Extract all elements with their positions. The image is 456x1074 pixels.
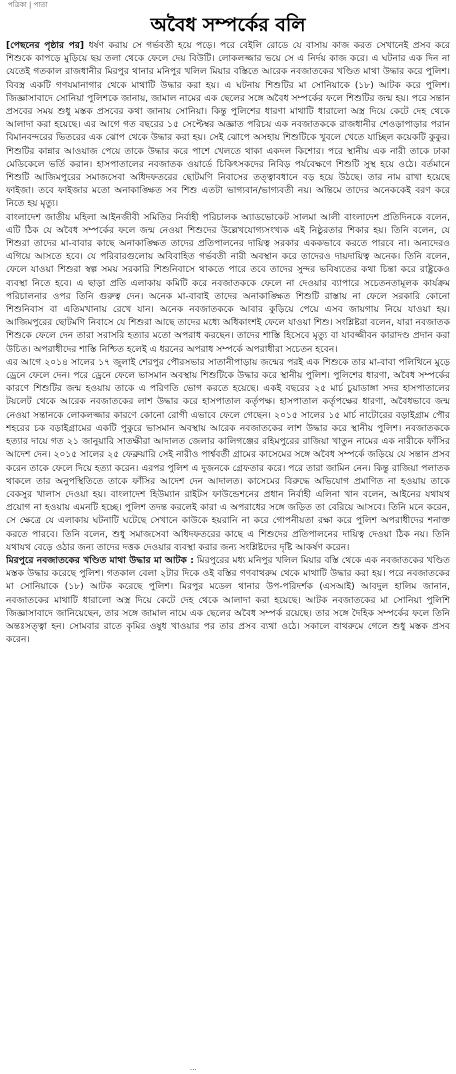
paragraph-text: এর আগে ২০১৪ সালের ১৭ জুলাই শেরপুর পৌরসভার সাতানীপাড়ায় জন্মের পরই এক শিশুকে তার মা-বাবা পলিথিনে মুড়ে ড্রেনে ফেলে দেন। পরে ড্রেনে ফেলে ভাসমান অবস্থায় শিশুটিকে উদ্ধার করে স্থানীয় পুলিশ। পুলিশের ধারণা, অবৈধ সম্পর্কের কারণে শিশুটির জন্ম হওয়ায় তাকে এ পরিণতি ভোগ করতে হয়েছে। একই বছরের ২৫ মার্চ চুয়াডাঙ্গা সদর হাসপাতালের টয়লেট থেকে আরেক নবজাতকের লাশ উদ্ধার করে হাসপাতাল কর্তৃপক্ষ। হাসপাতাল কর্তৃপক্ষের ধারণা, অবৈধভাবে জন্ম নেওয়া সন্তানকে লোকলজ্জার কারণে কোনো রোগী এভাবে ফেলে গেছেন। ২০১৫ সালের ১৫ মার্চ নাটোরের বড়াইগ্রাম পৌর শহরের চক বড়াইগ্রামের একটি পুকুরে ভাসমান অবস্থায় আরেক নবজাতকের লাশ উদ্ধার করে স্থানীয় পুলিশ। নবজাতককে হত্যার দায়ে গত ২১ জানুয়ারি সাতক্ষীরা আদালত জেলার কালিগঞ্জের রহিমপুরের রাজিয়া খাতুন নামের এক নারীকে ফাঁসির আদেশ দেন। ২০১৫ সালের ২৫ ফেব্রুয়ারি সেই নারীও পার্শ্ববর্তী গ্রামের কাসেমের সঙ্গে অবৈধ সম্পর্কে জড়িয়ে যে সন্তান প্রসব করেন তাকে ফেলে দিয়ে হত্যা করেন। এরপর পুলিশ এ দুজনকে গ্রেফতার করে। পরে তারা জামিন নেন। কিন্তু রাজিয়া পলাতক থাকলে তার অনুপস্থিতিতে তাকে ফাঁসির আদেশ দেন আদালত। কাসেমের বিরুদ্ধে অভিযোগ প্রমাণিত না হওয়ায় তাকে বেকসুর খালাস দেওয়া হয়। বাংলাদেশ হিউম্যান রাইটস ফাউন্ডেশনের প্রধান নির্বাহী এলিনা খান বলেন, আইনের যথাযথ প্রয়োগ না হওয়ায় এমনটি হচ্ছে। পুলিশ তদন্ত করলেই কারা এ অপরাধের সঙ্গে জড়িত তা বেরিয়ে আসবে। তিনি মনে করেন, সে ক্ষেত্রে যে এলাকায় ঘটনাটি ঘটেছে সেখানে কাউকে হয়রানি না করে গোপনীয়তা রক্ষা করে পুলিশ অপরাধীদের শনাক্ত করতে পারবে। তিনি বলেন, শুধু সমাজসেবা অধিদফতরের কাছে এ শিশুদের প্রতিপালনের দায়িত্ব দেওয়া ঠিক নয়। তিনি যথাযথ বেড়ে ওঠার জন্য তাদের দত্তক দেওয়ার ব্যবস্থা করার জন্য সংশ্লিষ্টদের দৃষ্টি আকর্ষণ করেন। xyxy=(6,357,450,553)
article-paragraph-1 xyxy=(6,40,450,212)
subsection-text: মিরপুরের মধ্য মনিপুর খলিল মিয়ার বস্তি থেকে এক নবজাতকের খণ্ডিত মস্তক উদ্ধার করেছে পুলিশ। গতকাল বেলা ২টার দিকে ওই বস্তির গণবাথরুম থেকে মাথাটি উদ্ধার করা হয়। পরে নবজাতকের মা সোনিয়াকে (১৮) আটক করেছে পুলিশ। মিরপুর মডেল থানার উপ-পরিদর্শক (এসআই) আবদুল হালিম জানান, নবজাতকের মাথাটি ধারালো অস্ত্র দিয়ে কেটে দেহ থেকে আলাদা করা হয়েছে। আটক নবজাতকের মা সোনিয়া পুলিশি জিজ্ঞাসাবাদে জানিয়েছেন, তার সঙ্গে জামাল নামে এক ছেলের অবৈধ সম্পর্ক রয়েছে। তার সঙ্গে দৈহিক সম্পর্কের ফলে তিনি অন্তঃসত্ত্বা হন। সোমবার রাতে কৃমির ওষুধ খাওয়ার পর তার প্রসব ব্যথা ওঠে। সকালে বাথরুমে গেলে শুধু মস্তক প্রসব করেন। xyxy=(6,555,450,646)
continuation-label: [পেছনের পৃষ্ঠার পর] xyxy=(6,41,85,51)
paragraph-text: বাংলাদেশ জাতীয় মহিলা আইনজীবী সমিতির নির্বাহী পরিচালক অ্যাডভোকেট সালমা আলী বাংলাদেশ প্রতিদিনকে বলেন, এটি ঠিক যে অবৈধ সম্পর্কের ফলে জন্ম নেওয়া শিশুদের উল্লেখযোগ্যসংখ্যক এই নিষ্ঠুরতার শিকার হয়। তিনি বলেন, যে শিশুরা তাদের মা-বাবার কাছে অনাকাঙ্ক্ষিত তাদের প্রতিপালনের দায়িত্ব সরকার এককভাবে করতে পারবে না। অন্যদেরও এগিয়ে আসতে হবে। যে পরিবারগুলোয় অবিবাহিত গর্ভবতী নারী অবস্থান করে তাদেরও দায়দায়িত্ব অনেক। তিনি বলেন, ফেলে যাওয়া শিশুরা স্বল্প সময় সরকারি শিশুনিবাসে থাকতে পারে তবে তাদের সুন্দর ভবিষ্যতের কথা চিন্তা করে রাষ্ট্রকেও ব্যবস্থা নিতে হবে। এ ছাড়া প্রতি এলাকায় কমিটি করে নবজাতককে ফেলে না দেওয়ার ব্যাপারে সচেতনতামূলক কার্যক্রম পরিচালনার ওপর তিনি গুরুত্ব দেন। অনেক মা-বাবাই তাদের অনাকাঙ্ক্ষিত শিশুটি রাস্তায় না ফেলে সরকারি কোনো শিশুনিবাস বা এতিমখানায় রেখে যান। অনেক নবজাতককে আবার কুড়িয়ে পেয়ে এসব জায়গায় নিয়ে যাওয়া হয়। আজিমপুরের ছোটমণি নিবাসে যে শিশুরা আছে তাদের মধ্যে অধিকাংশই ফেলে যাওয়া শিশু। সংশ্লিষ্টরা বলেন, যারা নবজাতক শিশুকে ফেলে দেন তারা সরাসরি হত্যার মতো অপরাধ করছেন। তাদের শাস্তি হিসেবে মৃত্যু বা যাবজ্জীবন কারাদণ্ড প্রদান করা উচিত। অপরাধীদের শাস্তি নিশ্চিত হলেই এ ধরনের অপরাধ সম্পর্কে অপরাধীরা সচেতন হবেন। xyxy=(6,212,450,355)
subsection-title: মিরপুরে নবজাতকের খণ্ডিত মাথা উদ্ধার মা আটক : xyxy=(6,555,194,566)
article-headline: অবৈধ সম্পর্কের বলি xyxy=(150,14,306,36)
article-subsection xyxy=(6,555,450,647)
article-body xyxy=(6,40,450,1060)
article-paragraph-3 xyxy=(6,357,450,555)
article-paragraph-2 xyxy=(6,212,450,357)
page-header-strip: পত্রিকা | পাতা xyxy=(8,1,48,9)
paragraph-text: ধর্ষণ করায় সে গর্ভবতী হয়ে পড়ে। পরে বেইলি রোডে যে বাসায় কাজ করত সেখানেই প্রসব করে শিশুকে কাপড়ে মুড়িয়ে ছয় তলা থেকে ফেলে দেয় বিউটি। লোকলজ্জার ভয়ে সে এ নির্দয় কাজ করে। এ ঘটনার এক দিন না যেতেই গতকাল রাজধানীর মিরপুর থানার মনিপুর খলিল মিয়ার বস্তিতে আরেক নবজাতকের খণ্ডিত মাথা উদ্ধার করে পুলিশ। বিবস্ত্র একটি গণযমানাগার থেকে মাথাটি উদ্ধার করা হয়। এ ঘটনায় শিশুটির মা সোনিয়াকে (১৮) আটক করে পুলিশ। জিজ্ঞাসাবাদে সোনিয়া পুলিশকে জানায়, জামাল নামের এক ছেলের সঙ্গে অবৈধ সম্পর্কের ফলে শিশুটির জন্ম হয়। পরে সন্তান প্রসবের সময় শুধু মস্তক প্রসবের কথা জানায় সোনিয়া। কিন্তু পুলিশের ধারণা মাথাটি ধারালো অস্ত্র দিয়ে কেটে দেহ থেকে আলাদা করা হয়েছে। এর আগে গত বছরের ১৫ সেপ্টেম্বর অজ্ঞাত পরিচয় এক নবজাতককে রাজধানীর শেওড়াপাড়ার পরান বিমানবন্দরের ভিতরের এক ঝোপ থেকে উদ্ধার করা হয়। সেই ঝোপে অসহায় শিশুটিকে খুবলে খেতে যাচ্ছিল কয়েকটি কুকুর। শিশুটির কান্নার আওয়াজ পেয়ে তাকে উদ্ধার করে পাশে খেলতে থাকা একদল কিশোর। পরে স্থানীয় এক নারী তাকে ঢাকা মেডিকেলে ভর্তি করান। হাসপাতালের নবজাতক ওয়ার্ডে চিকিৎসকদের নিবিড় পর্যবেক্ষণে শিশুটি সুস্থ হয়ে ওঠে। বর্তমানে শিশুটি আজিমপুরের সমাজসেবা অধিদফতরের ছোটমণি নিবাসের তত্ত্বাবধানে বড় হয়ে উঠছে। তার নাম রাখা হয়েছে ফাইজা। তবে ফাইজার মতো অনাকাঙ্ক্ষিত সব শিশু এতটা ভাগ্যবান/ভাগ্যবতী নয়। অন্তিমে তাদের অনেককেই বরণ করে নিতে হয় মৃত্যু। xyxy=(6,41,450,210)
cut-off-footer-text: ... xyxy=(190,1064,197,1072)
